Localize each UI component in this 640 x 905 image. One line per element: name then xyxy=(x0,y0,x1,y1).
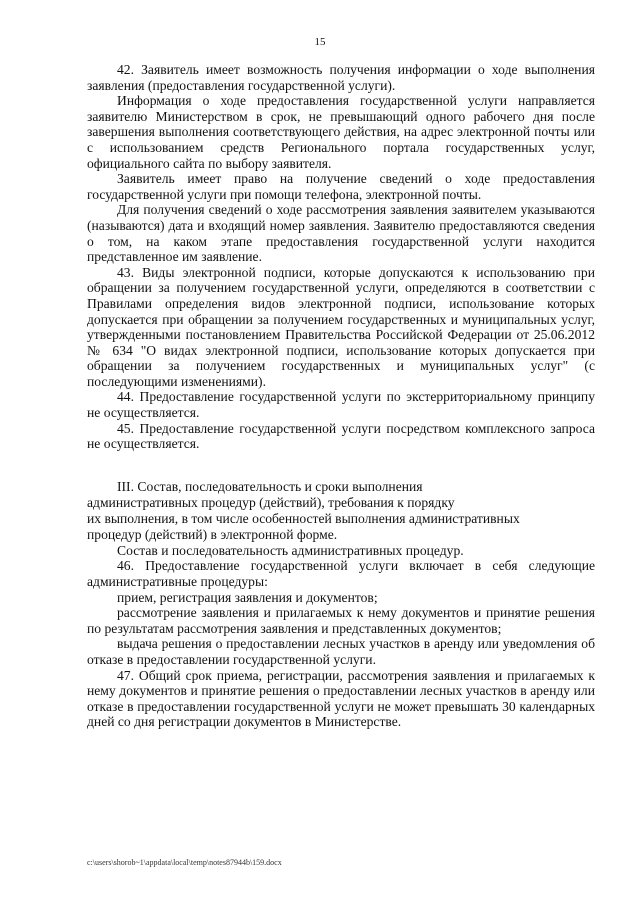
paragraph-procedure-reception: прием, регистрация заявления и документов; xyxy=(117,589,378,605)
paragraph-procedure-review: рассмотрение заявления и прилагаемых к нему документов и принятие решения по результатам рассмотрения заявления и представленных документов; xyxy=(87,605,595,636)
document-body xyxy=(87,62,595,730)
paragraph-obtaining-info: Для получения сведений о ходе рассмотрения заявления заявителем указываются (называются) дата и входящий номер заявления. Заявителю предоставляются сведения о том, на каком этапе предоставления государственной услуги находится представленное им заявление. xyxy=(87,202,595,265)
page-number: 15 xyxy=(314,36,326,48)
footer-file-path: c:\users\shorob~1\appdata\local\temp\notes87944b\159.docx xyxy=(87,858,282,867)
paragraph-47: 47. Общий срок приема, регистрации, рассмотрения заявления и прилагаемых к нему документов и принятие решения о предоставлении лесных участков в аренду или отказе в предоставлении государственной услуги не может превышать 30 календарных дней со дня регистрации документов в Министерстве. xyxy=(87,667,595,730)
paragraph-45: 45. Предоставление государственной услуги посредством комплексного запроса не осуществляется. xyxy=(87,420,595,452)
paragraph-46: 46. Предоставление государственной услуги включает в себя следующие административные процедуры: xyxy=(87,558,595,590)
paragraph-43: 43. Виды электронной подписи, которые допускаются к использованию при обращении за получением государственной услуги, определяются в соответствии с Правилами определения видов электронной подписи, использование которых допускается при обращении за получением государственных и муниципальных услуг, утвержденными постановлением Правительства Российской Федерации от 25.06.2012 № 634 "О видах электронной подписи, использование которых допускается при обращении за получением государственных и муниципальных услуг" (с последующими изменениями). xyxy=(87,264,595,389)
paragraph-applicant-right: Заявитель имеет право на получение сведений о ходе предоставления государственной услуги при помощи телефона, электронной почты. xyxy=(87,171,595,202)
section-heading: III. Состав, последовательность и сроки выполнения административных процедур (действий), требования к порядку их выполнения, в том числе особенностей выполнения административных процедур (действий) в электронной форме. xyxy=(87,478,520,542)
paragraph-44: 44. Предоставление государственной услуги по экстерриториальному принципу не осуществляется. xyxy=(87,389,595,421)
paragraph-procedure-issue: выдача решения о предоставлении лесных участков в аренду или уведомления об отказе в предоставлении государственной услуги. xyxy=(87,636,595,667)
paragraph-information: Информация о ходе предоставления государственной услуги направляется заявителю Министерством в срок, не превышающий одного рабочего дня после завершения выполнения соответствующего действия, на адрес электронной почты или с использованием средств Регионального портала государственных услуг, официального сайта по выбору заявителя. xyxy=(87,93,595,171)
section-subheading: Состав и последовательность административных процедур. xyxy=(117,542,464,558)
paragraph-42: 42. Заявитель имеет возможность получения информации о ходе выполнения заявления (предоставления государственной услуги). xyxy=(87,62,595,93)
